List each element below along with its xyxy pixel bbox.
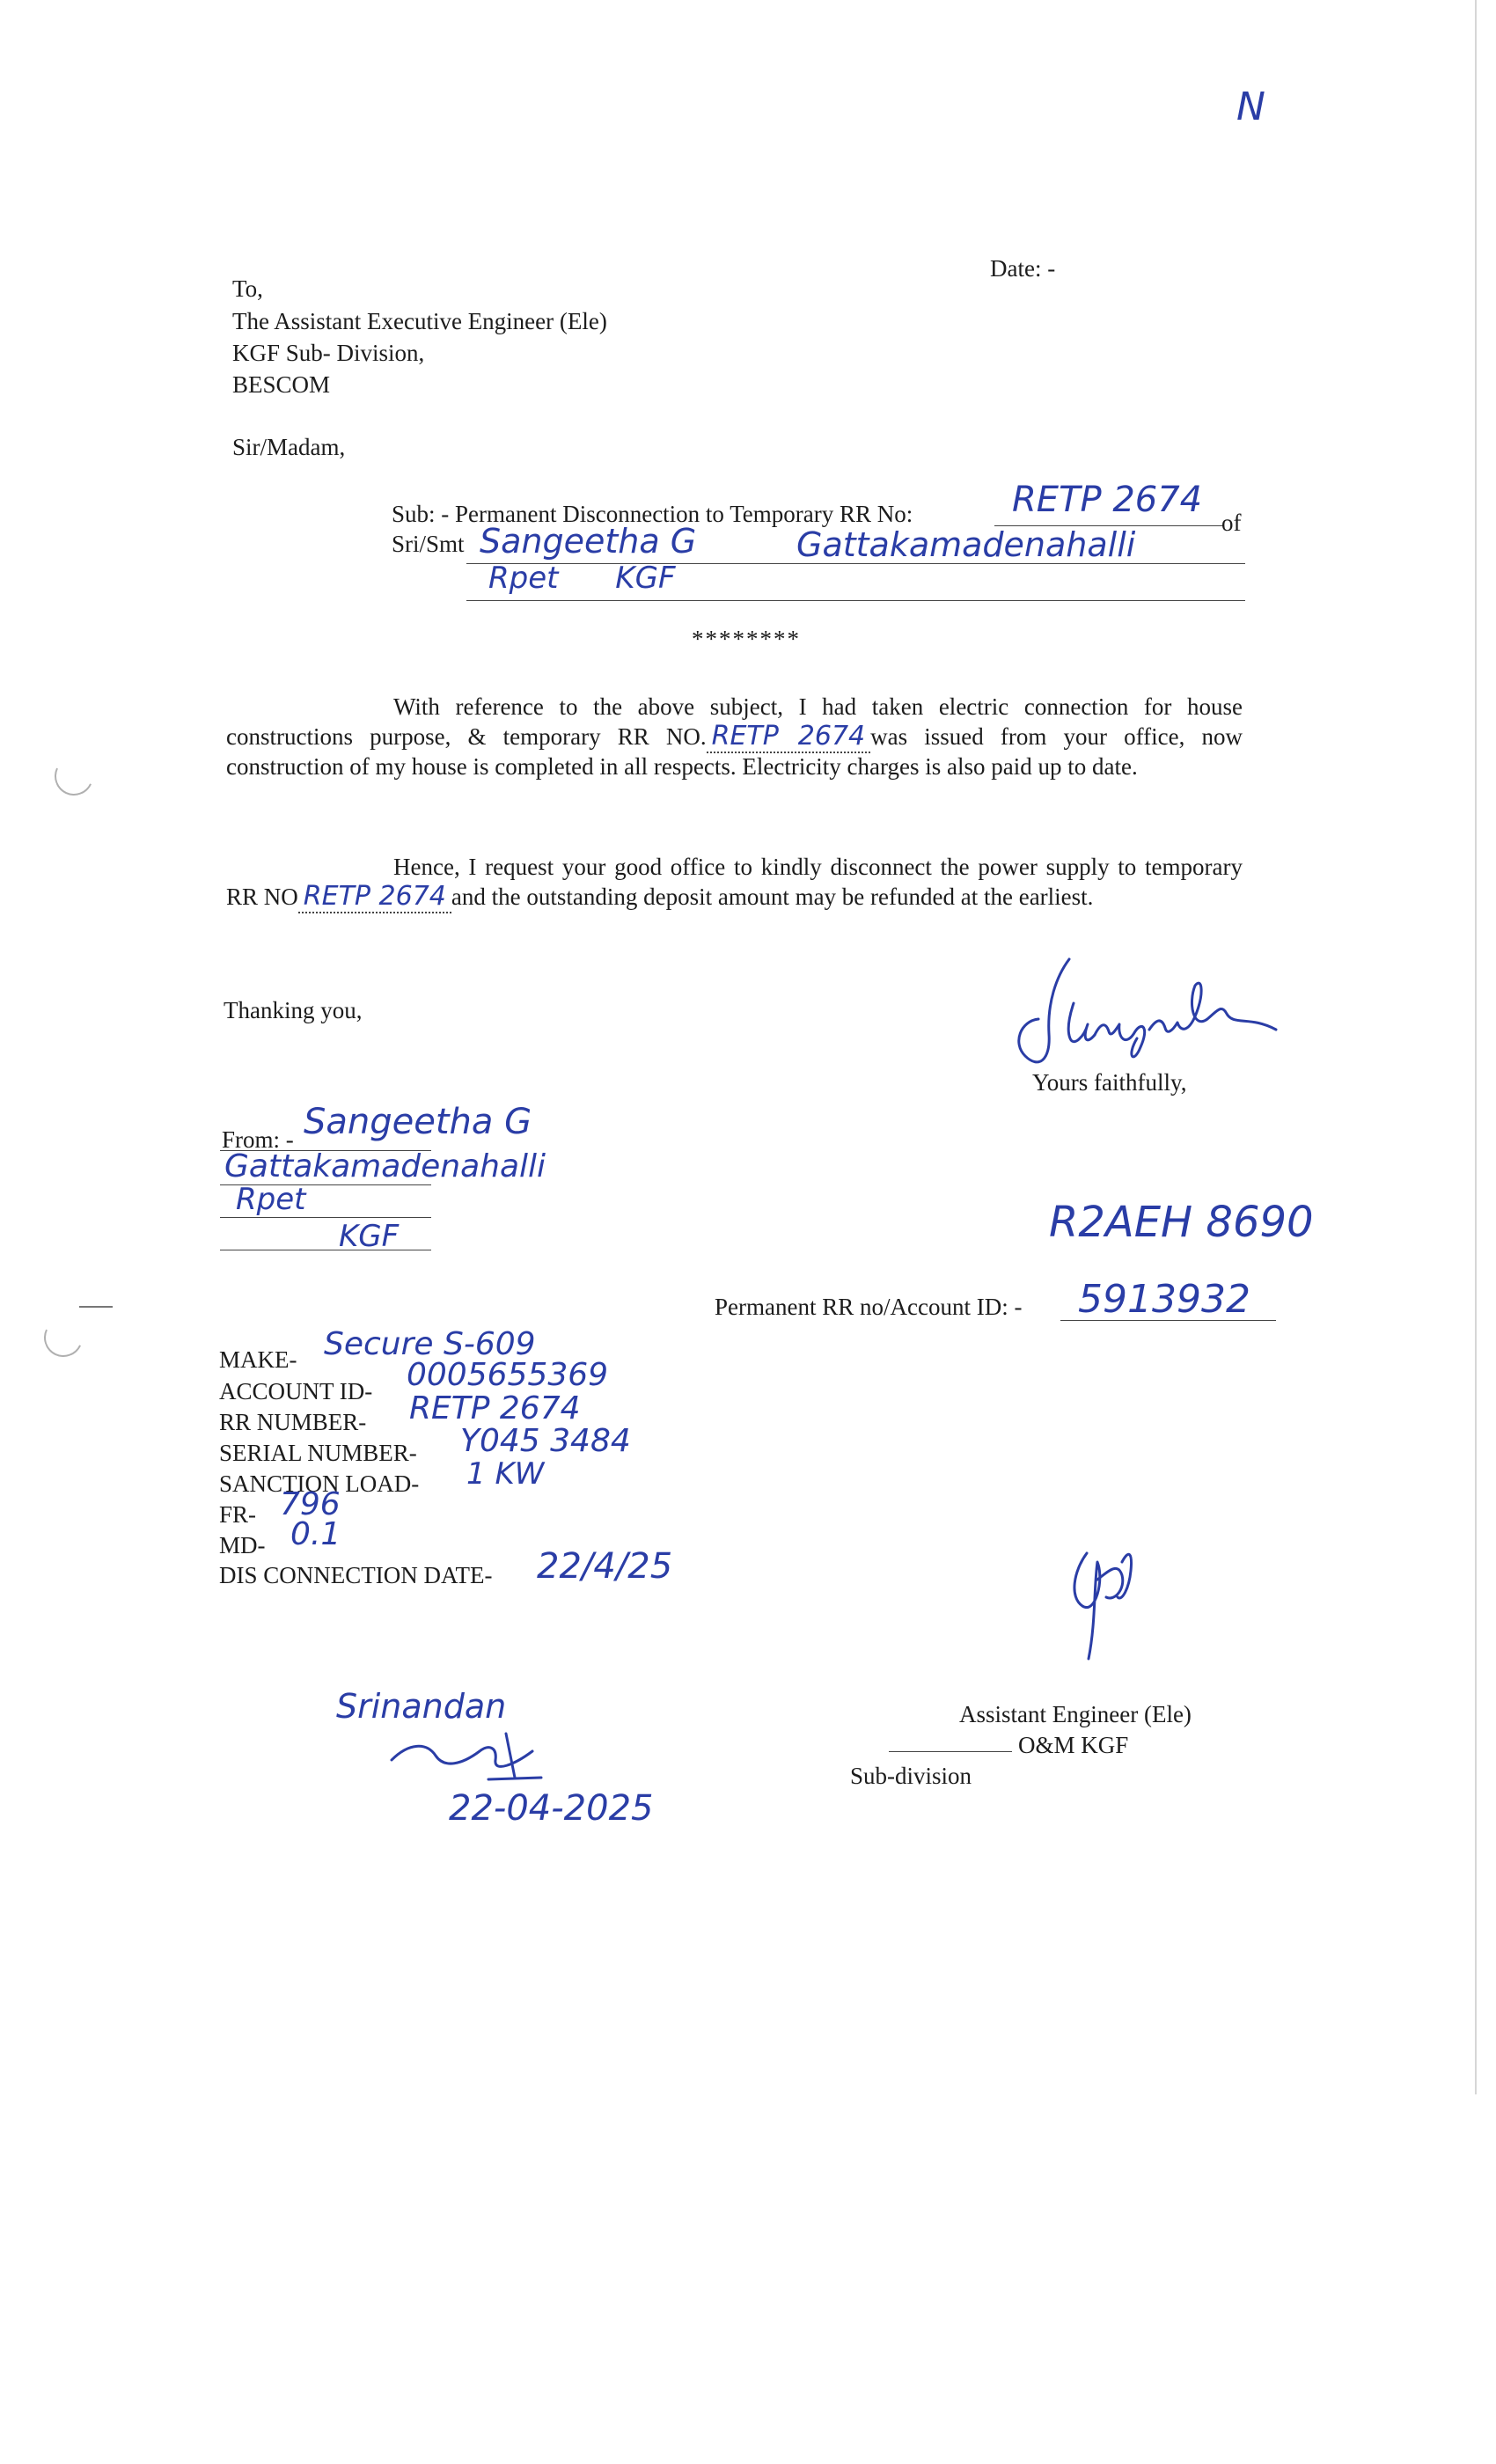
paragraph-1-text-b: was issued from your office, now construction of my house is completed in all respects. Electricity charges is also paid up to date. (226, 723, 1243, 780)
receiver-name: Srinandan (336, 1687, 507, 1726)
body-paragraph-1 (226, 692, 1243, 781)
account-id-value: 0005655369 (407, 1357, 609, 1393)
from-area: Rpet (236, 1182, 306, 1217)
serial-number-label: SERIAL NUMBER- (219, 1440, 417, 1466)
disconnection-date-label: DIS CONNECTION DATE- (219, 1562, 493, 1588)
make-value: Secure S-609 (324, 1326, 536, 1362)
ae-office: O&M KGF (1018, 1732, 1129, 1758)
subject-prefix: Sub: - Permanent Disconnection to Temporary RR No: (392, 501, 913, 527)
account-id-label: ACCOUNT ID- (219, 1378, 373, 1404)
fr-value: 796 (280, 1486, 341, 1522)
punch-hole-mark (49, 752, 99, 801)
md-label: MD- (219, 1532, 266, 1558)
to-line-1: To, (232, 275, 263, 302)
from-village: Gattakamadenahalli (224, 1148, 546, 1184)
date-label: Date: - (990, 255, 1056, 282)
engineer-initials (1034, 1536, 1166, 1668)
separator-stars: ******** (692, 626, 801, 652)
to-line-2: The Assistant Executive Engineer (Ele) (232, 308, 607, 334)
scan-edge-line (1475, 0, 1477, 2094)
disconnection-date-value: 22/4/25 (537, 1546, 673, 1587)
from-label: From: - (222, 1126, 294, 1153)
paragraph-2-text-b: and the outstanding deposit amount may be refunded at the earliest. (451, 884, 1094, 910)
subject-address-underline (466, 600, 1245, 601)
ae-blank-line (889, 1751, 1012, 1752)
margin-tick (79, 1306, 113, 1308)
subject-rr-number: RETP 2674 (1012, 480, 1203, 520)
subject-address: Rpet KGF (488, 561, 676, 596)
body-paragraph-2 (226, 852, 1243, 912)
subject-of: of (1221, 510, 1242, 536)
paragraph-2-text-a: Hence, I request your good office to kindly disconnect the power supply to temporary RR NO (226, 854, 1243, 910)
permanent-rr-label: Permanent RR no/Account ID: - (715, 1294, 1023, 1320)
from-line-3-underline (220, 1217, 431, 1218)
paragraph-1-rr-number: RETP 2674 (707, 721, 871, 753)
receiver-signature (383, 1725, 550, 1786)
to-line-4: BESCOM (232, 371, 331, 398)
paragraph-1-text-a: With reference to the above subject, I had taken electric connection for house constructions purpose, & temporary RR NO. (226, 693, 1243, 750)
sanction-load-value: 1 KW (466, 1456, 545, 1492)
permanent-rr-underline (1060, 1320, 1276, 1321)
fr-label: FR- (219, 1501, 257, 1528)
from-town: KGF (339, 1219, 400, 1254)
subject-name: Sangeetha G (480, 522, 697, 561)
rr-number-label: RR NUMBER- (219, 1409, 367, 1435)
receiver-date: 22-04-2025 (449, 1788, 654, 1829)
permanent-rr-value: 5913932 (1078, 1277, 1250, 1322)
handwritten-rr-number: R2AEH 8690 (1049, 1198, 1314, 1247)
subject-name-label: Sri/Smt (392, 531, 465, 557)
subject-village: Gattakamadenahalli (796, 525, 1136, 564)
from-name: Sangeetha G (304, 1102, 532, 1142)
to-line-3: KGF Sub- Division, (232, 340, 425, 366)
ae-title: Assistant Engineer (Ele) (959, 1701, 1192, 1727)
rr-number-value: RETP 2674 (409, 1390, 581, 1426)
make-label: MAKE- (219, 1346, 297, 1373)
ae-subdivision: Sub-division (850, 1763, 972, 1789)
applicant-signature (986, 950, 1294, 1074)
md-value: 0.1 (290, 1516, 341, 1552)
paragraph-2-rr-number: RETP 2674 (298, 881, 451, 913)
salutation: Sir/Madam, (232, 434, 346, 460)
corner-mark: N (1236, 84, 1265, 129)
sanction-load-label: SANCTION LOAD- (219, 1470, 420, 1497)
serial-number-value: Y045 3484 (460, 1423, 631, 1459)
punch-hole-mark (39, 1313, 88, 1362)
thanking-you: Thanking you, (224, 997, 363, 1023)
yours-faithfully: Yours faithfully, (1032, 1069, 1187, 1096)
